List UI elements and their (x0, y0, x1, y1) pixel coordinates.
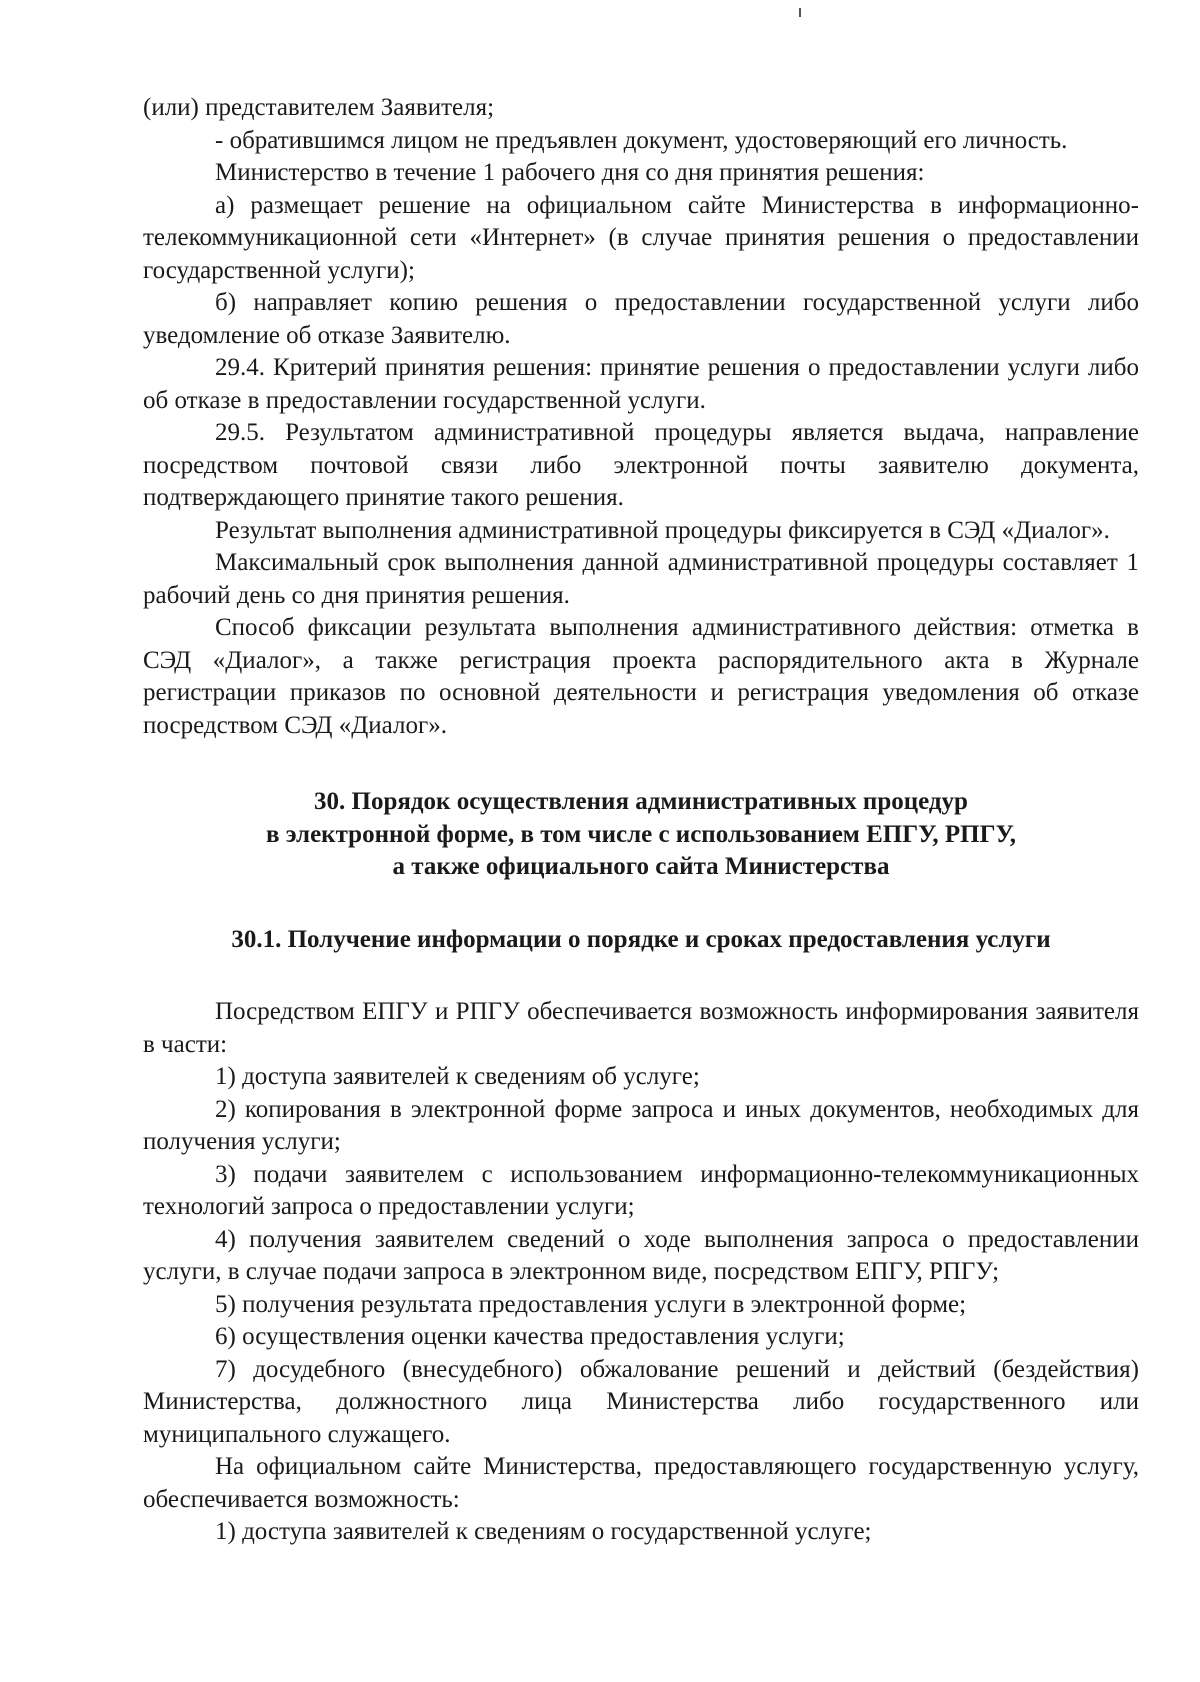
paragraph: (или) представителем Заявителя; (143, 94, 495, 121)
scan-artifact-mark (799, 8, 801, 17)
list-item: 4) получения заявителем сведений о ходе выполнения запроса о предоставлении услуги, в случае подачи запроса в электронном виде, посредством ЕПГУ, РПГУ; (143, 1225, 1139, 1285)
section-heading-line: 30. Порядок осуществления административных процедур (314, 788, 968, 815)
paragraph: Посредством ЕПГУ и РПГУ обеспечивается возможность информирования заявителя в части: (143, 998, 1139, 1058)
paragraph: Министерство в течение 1 рабочего дня со дня принятия решения: (215, 159, 925, 186)
paragraph: б) направляет копию решения о предоставлении государственной услуги либо уведомление об отказе Заявителю. (143, 289, 1139, 349)
paragraph: Способ фиксации результата выполнения административного действия: отметка в СЭД «Диалог», а также регистрация проекта распорядительного акта в Журнале регистрации приказов по основной деятельности и регистрация уведомления об отказе посредством СЭД «Диалог». (143, 614, 1139, 739)
paragraph: 29.5. Результатом административной процедуры является выдача, направление посредством почтовой связи либо электронной почты заявителю документа, подтверждающего принятие такого решения. (143, 419, 1139, 511)
paragraph: 29.4. Критерий принятия решения: принятие решения о предоставлении услуги либо об отказе в предоставлении государственной услуги. (143, 354, 1139, 414)
list-item: 3) подачи заявителем с использованием информационно-телекоммуникационных технологий запроса о предоставлении услуги; (143, 1160, 1139, 1220)
paragraph: На официальном сайте Министерства, предоставляющего государственную услугу, обеспечивается возможность: (143, 1453, 1139, 1513)
list-item: 2) копирования в электронной форме запроса и иных документов, необходимых для получения услуги; (143, 1095, 1139, 1155)
paragraph: Максимальный срок выполнения данной административной процедуры составляет 1 рабочий день со дня принятия решения. (143, 549, 1139, 609)
paragraph: а) размещает решение на официальном сайте Министерства в информационно-телекоммуникационной сети «Интернет» (в случае принятия решения о предоставлении государственной услуги); (143, 191, 1139, 284)
document-body (143, 92, 1139, 1549)
list-item: 7) досудебного (внесудебного) обжалование решений и действий (бездействия) Министерства, должностного лица Министерства либо государственного или муниципального служащего. (143, 1355, 1139, 1448)
list-item: 6) осуществления оценки качества предоставления услуги; (215, 1323, 845, 1350)
paragraph: - обратившимся лицом не предъявлен документ, удостоверяющий его личность. (215, 126, 1068, 154)
paragraph: Результат выполнения административной процедуры фиксируется в СЭД «Диалог». (215, 516, 1110, 544)
section-heading-line: а также официального сайта Министерства (392, 853, 890, 880)
list-item: 5) получения результата предоставления услуги в электронной форме; (215, 1290, 967, 1318)
section-heading (143, 786, 1139, 884)
list-item: 1) доступа заявителей к сведениям об услуге; (215, 1063, 700, 1090)
subsection-heading: 30.1. Получение информации о порядке и сроках предоставления услуги (231, 925, 1051, 953)
section-heading-line: в электронной форме, в том числе с использованием ЕПГУ, РПГУ, (265, 820, 1017, 848)
list-item: 1) доступа заявителей к сведениям о государственной услуге; (215, 1518, 872, 1545)
